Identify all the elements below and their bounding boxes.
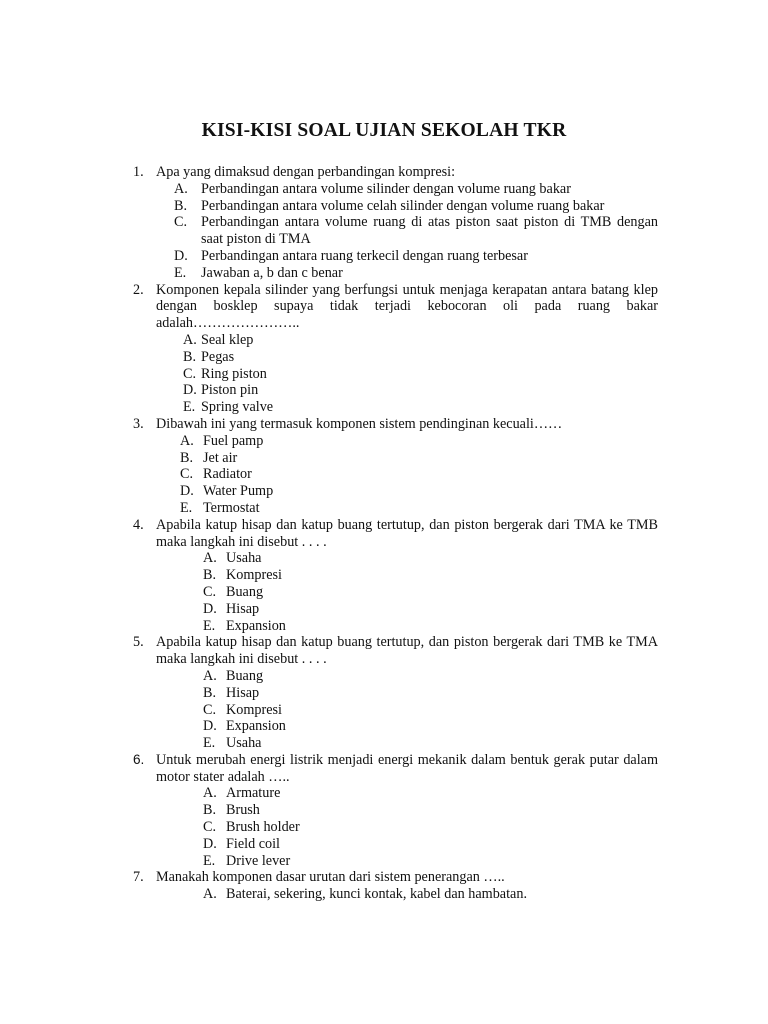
option-item	[0, 483, 768, 500]
option-letter: E.	[183, 399, 196, 416]
option-letter: A.	[203, 550, 217, 567]
option-item	[0, 802, 768, 819]
option-text: Perbandingan antara volume celah silinder dengan volume ruang bakar	[201, 197, 605, 214]
option-text: Hisap	[226, 600, 260, 617]
question-5	[0, 634, 768, 668]
question-number: 7.	[133, 869, 144, 886]
option-text: Perbandingan antara volume silinder dengan volume ruang bakar	[201, 180, 571, 197]
option-text: Brush holder	[226, 819, 300, 836]
option-text: Armature	[226, 785, 281, 802]
option-text: Brush	[226, 802, 260, 819]
option-text: Jet air	[203, 449, 238, 466]
option-text: Baterai, sekering, kunci kontak, kabel dan hambatan.	[226, 886, 527, 903]
document-title: KISI-KISI SOAL UJIAN SEKOLAH TKR	[201, 120, 567, 141]
option-letter: C.	[180, 466, 194, 483]
option-text: Ring piston	[201, 365, 267, 382]
option-letter: D.	[174, 247, 188, 264]
option-text: Perbandingan antara ruang terkecil dengan ruang terbesar	[201, 247, 528, 264]
question-text: Untuk merubah energi listrik menjadi energi mekanik dalam bentuk gerak putar dalam motor stater adalah …..	[156, 751, 658, 785]
option-letter: D.	[203, 718, 217, 735]
option-text: Drive lever	[226, 852, 291, 869]
option-item	[0, 466, 768, 483]
option-letter: E.	[203, 617, 216, 634]
option-text: Usaha	[226, 735, 262, 752]
question-list	[0, 164, 768, 903]
question-text: Apa yang dimaksud dengan perbandingan kompresi:	[156, 164, 456, 180]
option-letter: B.	[183, 348, 197, 365]
options-6	[0, 785, 768, 869]
question-6	[0, 752, 768, 786]
option-item	[0, 567, 768, 584]
options-4	[0, 550, 768, 634]
option-item	[0, 584, 768, 601]
option-item	[0, 214, 768, 248]
option-item	[0, 702, 768, 719]
option-letter: A.	[180, 432, 194, 449]
option-item	[0, 198, 768, 215]
option-letter: D.	[183, 382, 197, 399]
option-text: Radiator	[203, 466, 252, 483]
option-text: Field coil	[226, 835, 280, 852]
option-item	[0, 886, 768, 903]
option-item	[0, 685, 768, 702]
option-letter: D.	[203, 835, 217, 852]
option-letter: E.	[174, 264, 187, 281]
option-item	[0, 433, 768, 450]
option-letter: A.	[174, 180, 188, 197]
option-text: Kompresi	[226, 567, 282, 584]
option-letter: B.	[203, 802, 217, 819]
question-text: Dibawah ini yang termasuk komponen sistem pendinginan kecuali……	[156, 415, 563, 432]
option-letter: E.	[180, 499, 193, 516]
question-number: 4.	[133, 516, 144, 533]
option-item	[0, 349, 768, 366]
option-letter: B.	[174, 197, 188, 214]
option-text: Kompresi	[226, 701, 282, 718]
option-text: Termostat	[203, 499, 260, 516]
option-letter: A.	[203, 785, 217, 802]
question-1	[0, 164, 768, 181]
option-text: Buang	[226, 583, 264, 600]
option-text: Hisap	[226, 684, 260, 701]
options-3	[0, 433, 768, 517]
option-item	[0, 382, 768, 399]
option-letter: C.	[174, 214, 188, 231]
option-item	[0, 248, 768, 265]
option-item	[0, 853, 768, 870]
option-text: Buang	[226, 667, 264, 684]
option-item	[0, 668, 768, 685]
option-letter: D.	[180, 483, 194, 500]
option-letter: B.	[180, 449, 194, 466]
question-4	[0, 517, 768, 551]
options-2	[0, 332, 768, 416]
option-letter: E.	[203, 852, 216, 869]
question-7	[0, 869, 768, 886]
question-number: 2.	[133, 281, 144, 298]
question-3	[0, 416, 768, 433]
option-item	[0, 836, 768, 853]
option-item	[0, 718, 768, 735]
option-text: Piston pin	[201, 382, 259, 399]
option-letter: B.	[203, 567, 217, 584]
option-item	[0, 181, 768, 198]
option-text: Expansion	[226, 718, 286, 735]
option-text: Perbandingan antara volume ruang di atas piston saat piston di TMB dengan saat piston di TMA	[201, 214, 658, 248]
option-item	[0, 500, 768, 517]
option-text: Jawaban a, b dan c benar	[201, 264, 343, 281]
question-2	[0, 282, 768, 332]
question-number: 5.	[133, 634, 144, 651]
option-letter: D.	[203, 600, 217, 617]
option-item	[0, 601, 768, 618]
option-letter: C.	[203, 819, 217, 836]
option-text: Usaha	[226, 550, 262, 567]
options-5	[0, 668, 768, 752]
option-item	[0, 550, 768, 567]
option-item	[0, 399, 768, 416]
option-letter: A.	[203, 667, 217, 684]
option-letter: C.	[183, 365, 197, 382]
question-number: 6.	[133, 751, 145, 767]
option-item	[0, 819, 768, 836]
option-letter: C.	[203, 583, 217, 600]
question-text: Komponen kepala silinder yang berfungsi untuk menjaga kerapatan antara batang klep dengan bosklep supaya tidak terjadi kebocoran oli pada ruang bakar adalah…………………..	[156, 281, 658, 332]
option-item	[0, 450, 768, 467]
question-number: 1.	[133, 164, 144, 180]
options-7	[0, 886, 768, 903]
option-text: Spring valve	[201, 399, 274, 416]
option-letter: A.	[183, 331, 197, 348]
option-text: Expansion	[226, 617, 286, 634]
question-number: 3.	[133, 415, 144, 432]
option-letter: E.	[203, 735, 216, 752]
question-text: Apabila katup hisap dan katup buang tertutup, dan piston bergerak dari TMA ke TMB maka langkah ini disebut . . . .	[156, 516, 658, 550]
option-text: Water Pump	[203, 483, 274, 500]
option-letter: B.	[203, 684, 217, 701]
option-item	[0, 618, 768, 635]
question-text: Manakah komponen dasar urutan dari sistem penerangan …..	[156, 869, 505, 886]
question-text: Apabila katup hisap dan katup buang tertutup, dan piston bergerak dari TMB ke TMA maka langkah ini disebut . . . .	[156, 634, 658, 668]
option-letter: C.	[203, 701, 217, 718]
option-item	[0, 735, 768, 752]
option-letter: A.	[203, 886, 217, 903]
option-item	[0, 785, 768, 802]
options-1	[0, 181, 768, 282]
option-text: Fuel pamp	[203, 432, 264, 449]
option-item	[0, 265, 768, 282]
option-item	[0, 366, 768, 383]
option-text: Pegas	[201, 348, 235, 365]
option-item	[0, 332, 768, 349]
option-text: Seal klep	[201, 331, 254, 348]
